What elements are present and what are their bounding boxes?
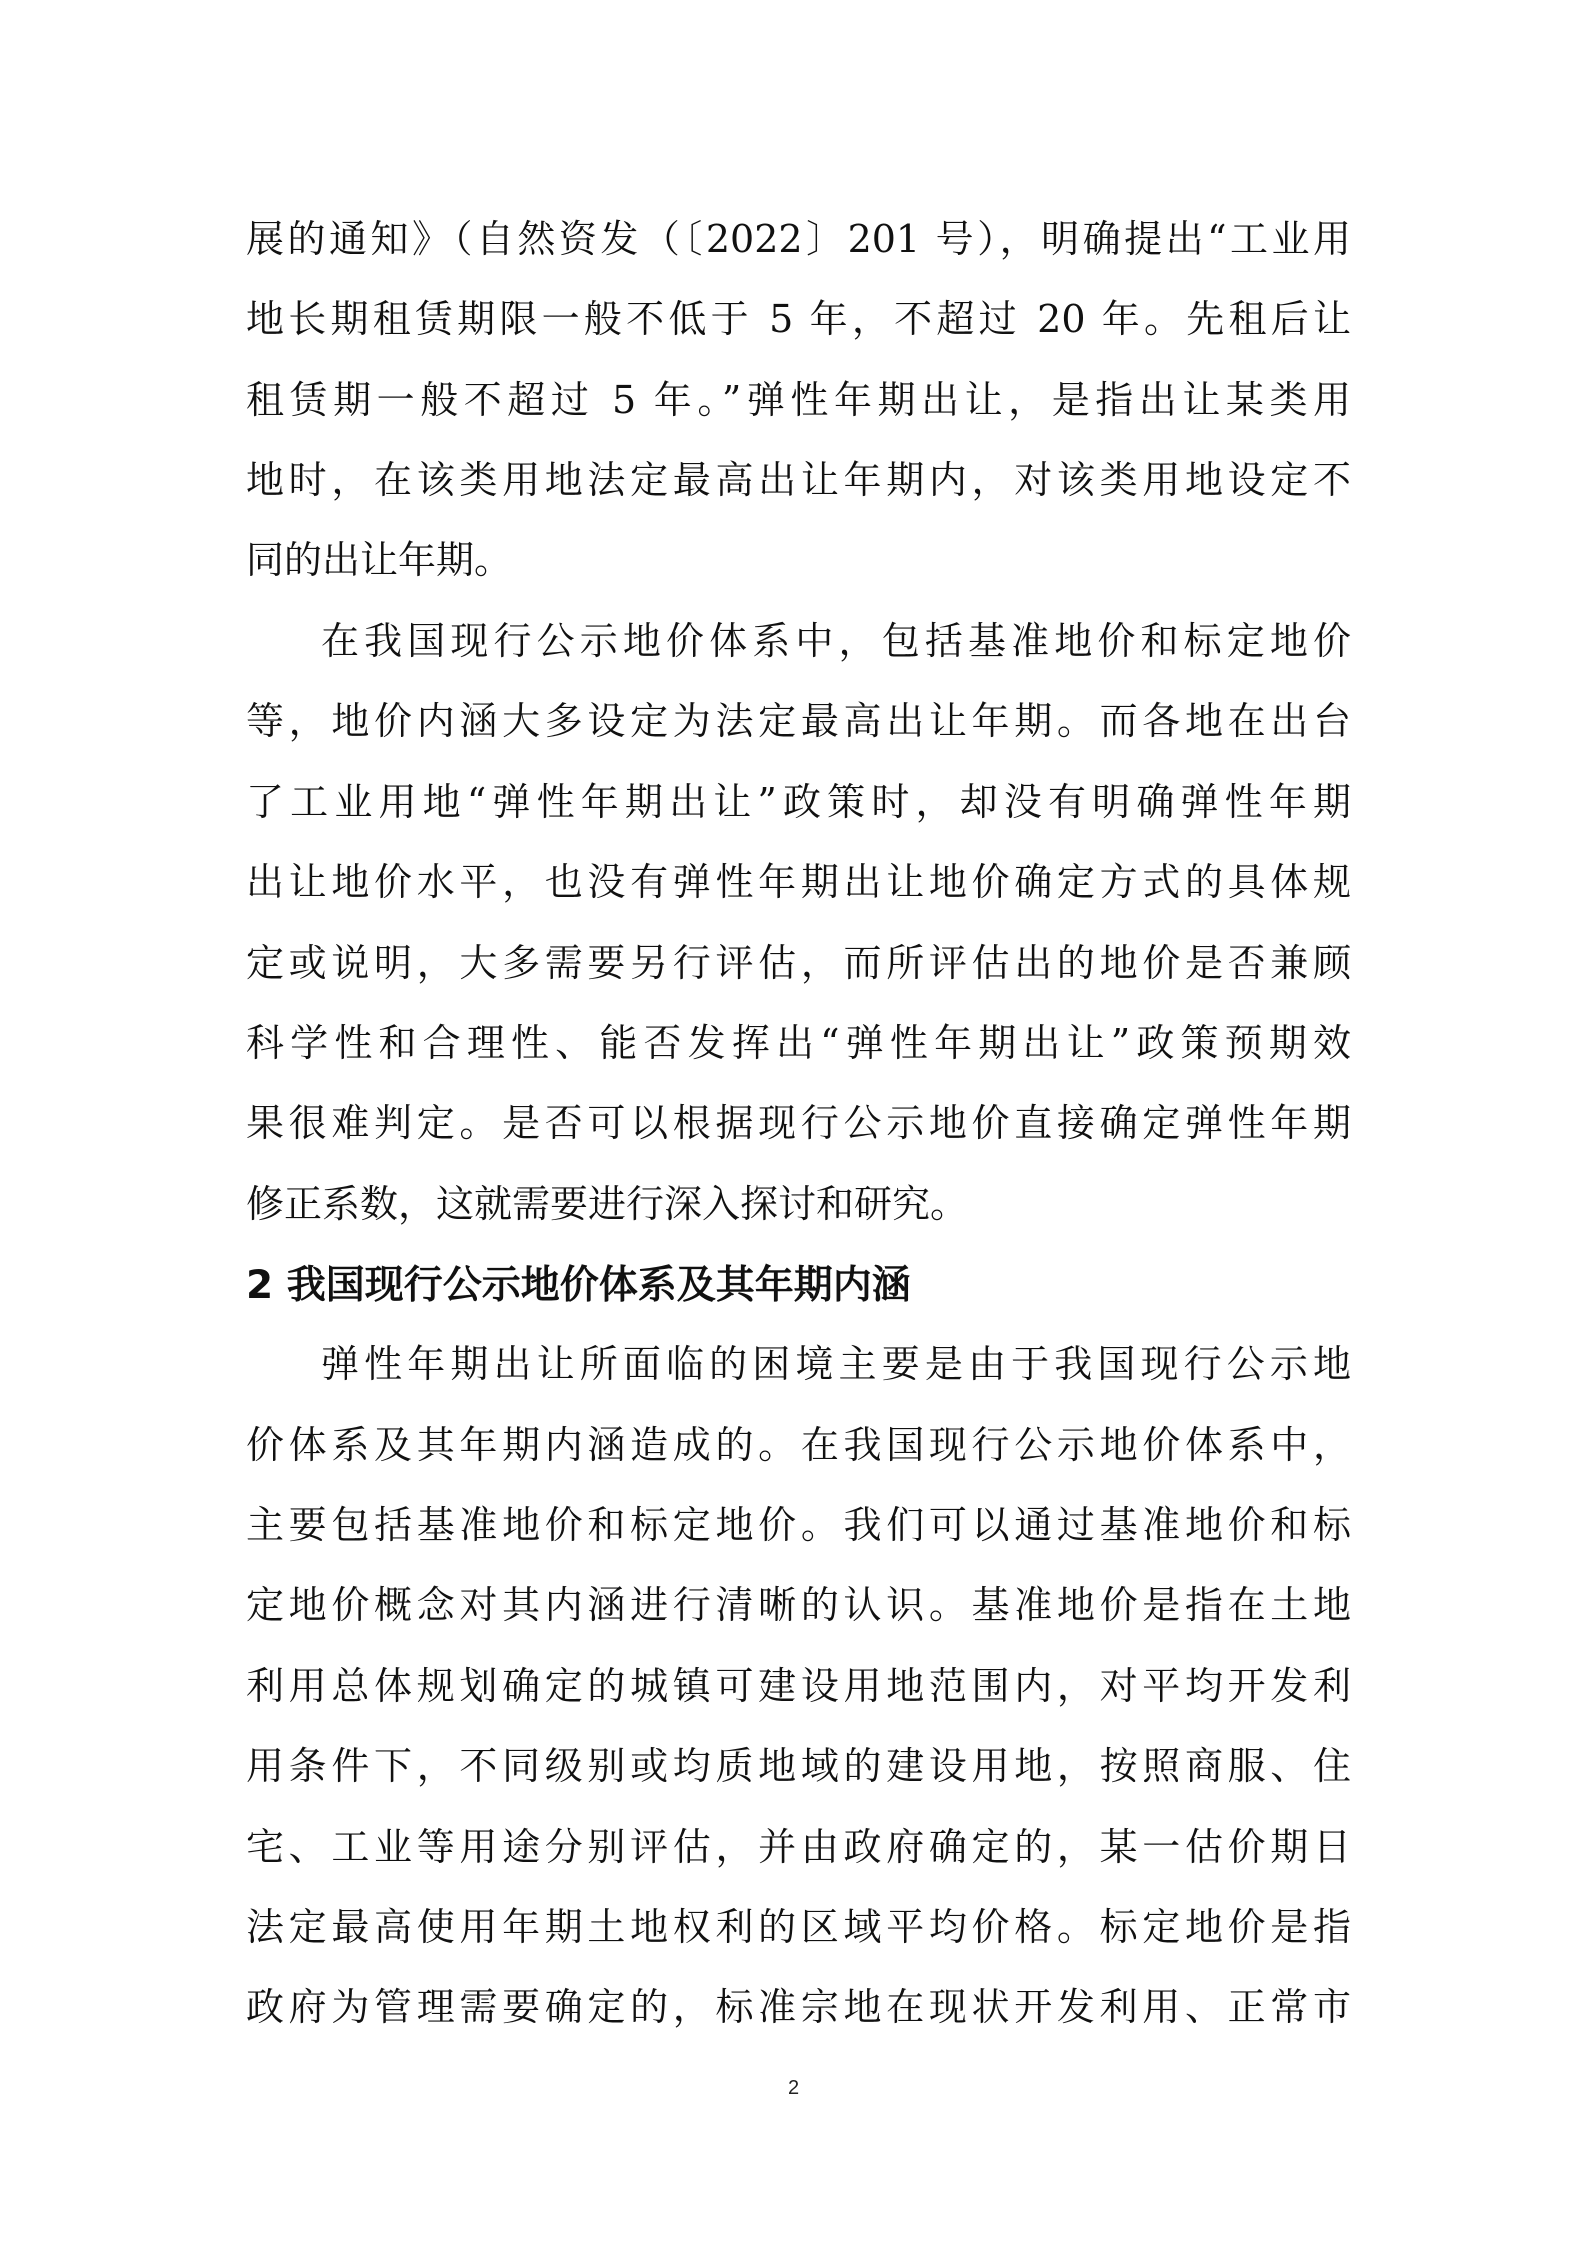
paragraph-section2-line-8: 法定最高使用年期土地权利的区域平均价格。标定地价是指 (246, 1905, 1351, 1949)
paragraph-section2-line-1: 弹性年期出让所面临的困境主要是由于我国现行公示地 (321, 1342, 1351, 1386)
paragraph-current-system-line-7: 果很难判定。是否可以根据现行公示地价直接确定弹性年期 (246, 1101, 1351, 1145)
paragraph-section2-line-9: 政府为管理需要确定的，标准宗地在现状开发利用、正常市 (246, 1985, 1351, 2029)
paragraph-current-system-line-8: 修正系数，这就需要进行深入探讨和研究。 (246, 1182, 969, 1226)
page-number: 2 (787, 2077, 800, 2099)
paragraph-intro-line-3: 租赁期一般不超过 5 年。”弹性年期出让，是指出让某类用 (246, 378, 1351, 422)
paragraph-current-system-line-5: 定或说明，大多需要另行评估，而所评估出的地价是否兼顾 (246, 941, 1351, 985)
paragraph-current-system-line-4: 出让地价水平，也没有弹性年期出让地价确定方式的具体规 (246, 860, 1351, 904)
paragraph-current-system-line-2: 等，地价内涵大多设定为法定最高出让年期。而各地在出台 (246, 699, 1351, 743)
paragraph-section2-line-6: 用条件下，不同级别或均质地域的建设用地，按照商服、住 (246, 1744, 1351, 1788)
paragraph-current-system-line-1: 在我国现行公示地价体系中，包括基准地价和标定地价 (321, 619, 1351, 663)
paragraph-section2-line-2: 价体系及其年期内涵造成的。在我国现行公示地价体系中， (246, 1423, 1351, 1467)
paragraph-section2-line-3: 主要包括基准地价和标定地价。我们可以通过基准地价和标 (246, 1503, 1351, 1547)
paragraph-current-system-line-3: 了工业用地“弹性年期出让”政策时，却没有明确弹性年期 (246, 780, 1351, 824)
paragraph-current-system-line-6: 科学性和合理性、能否发挥出“弹性年期出让”政策预期效 (246, 1021, 1351, 1065)
paragraph-intro-line-4: 地时，在该类用地法定最高出让年期内，对该类用地设定不 (246, 458, 1351, 502)
paragraph-section2-line-7: 宅、工业等用途分别评估，并由政府确定的，某一估价期日 (246, 1825, 1351, 1869)
paragraph-intro-line-2: 地长期租赁期限一般不低于 5 年，不超过 20 年。先租后让 (246, 297, 1351, 341)
paragraph-section2-line-4: 定地价概念对其内涵进行清晰的认识。基准地价是指在土地 (246, 1583, 1351, 1627)
section-heading: 2 我国现行公示地价体系及其年期内涵 (246, 1263, 911, 1308)
paragraph-intro-line-1: 展的通知》（自然资发（〔2022〕201 号），明确提出“工业用 (246, 217, 1351, 261)
paragraph-intro-line-5: 同的出让年期。 (246, 538, 513, 582)
paragraph-section2-line-5: 利用总体规划确定的城镇可建设用地范围内，对平均开发利 (246, 1664, 1351, 1708)
